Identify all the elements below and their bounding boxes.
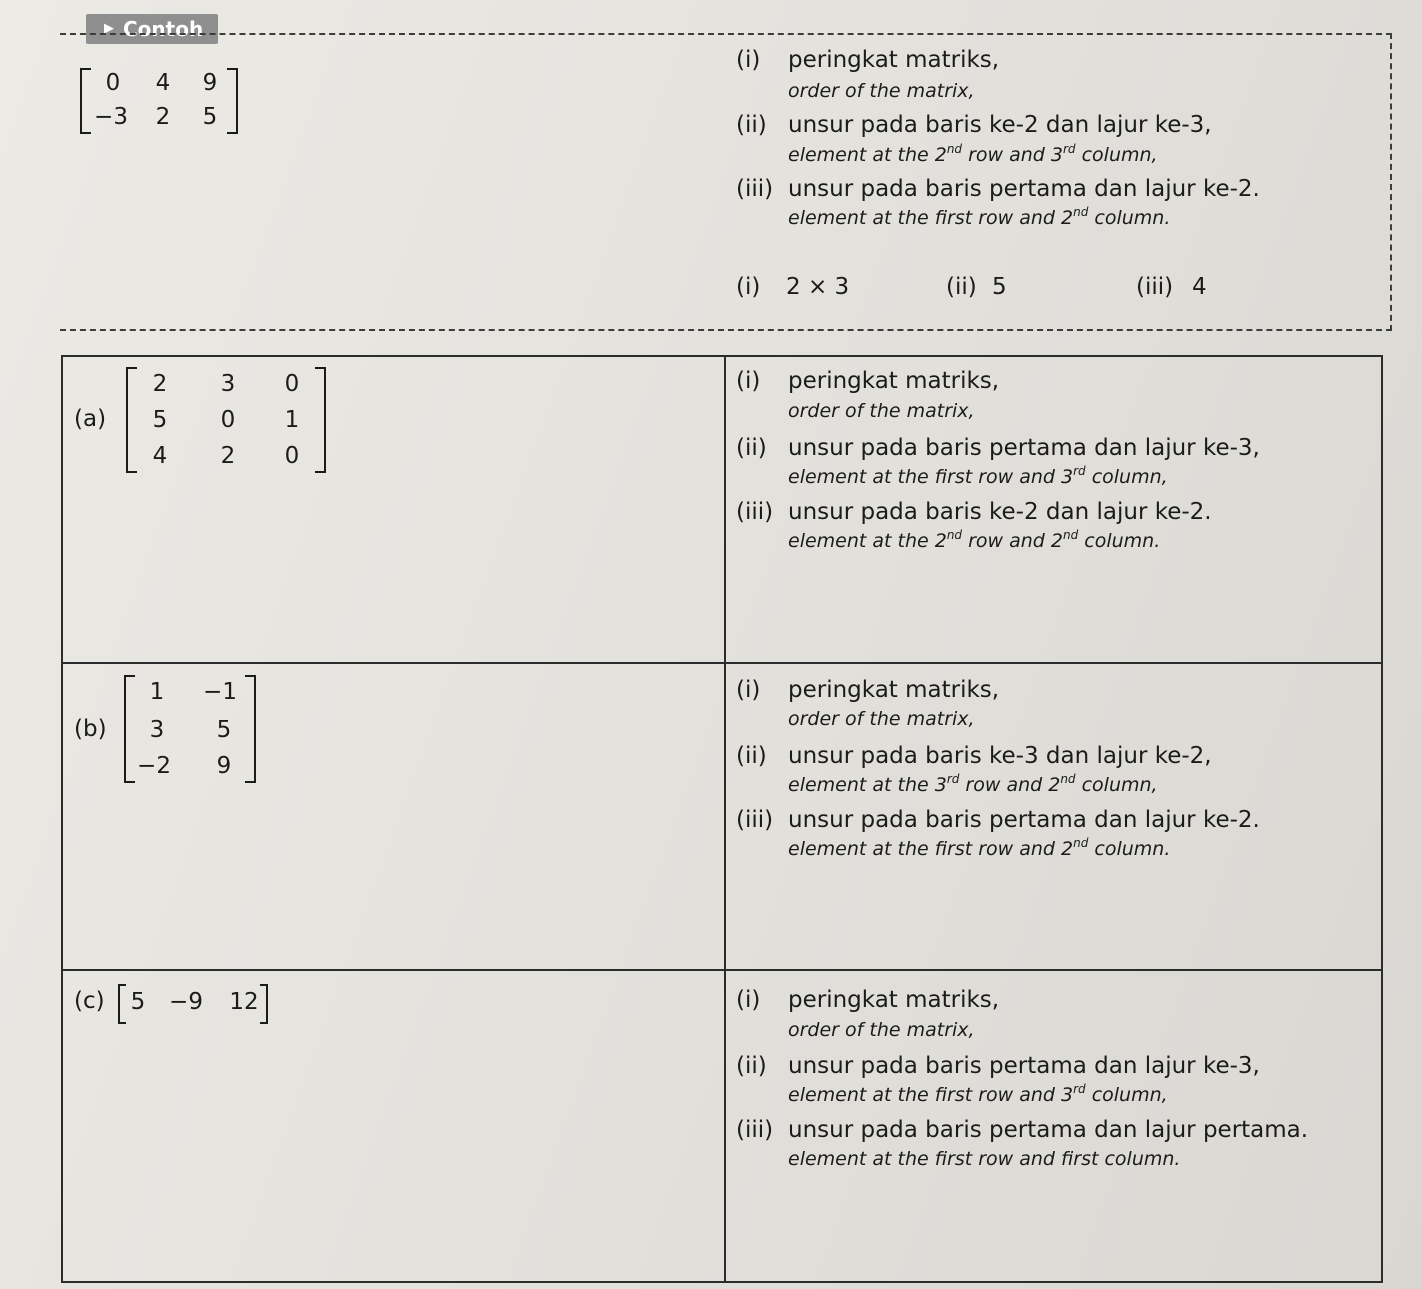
answer-number: (ii): [946, 274, 977, 300]
matrix-cell: 12: [229, 989, 259, 1015]
part-question-en: element at the 2nd row and 3rd column,: [788, 142, 1158, 166]
matrix-bracket-left: [126, 367, 137, 473]
part-question-ms: unsur pada baris ke-2 dan lajur ke-3,: [788, 112, 1212, 138]
part-question-en: element at the first row and first column.: [788, 1148, 1181, 1170]
matrix-cell: 3: [149, 717, 165, 743]
play-triangle-icon: ▶: [104, 21, 114, 36]
matrix-cell: −3: [94, 104, 128, 130]
part-question-ms: unsur pada baris ke-2 dan lajur ke-2.: [788, 499, 1212, 525]
part-question-ms: unsur pada baris ke-3 dan lajur ke-2,: [788, 743, 1212, 769]
question-b-matrix: [124, 675, 256, 783]
part-question-en: order of the matrix,: [788, 400, 975, 422]
matrix-cell: 4: [155, 70, 171, 96]
matrix-cell: 5: [216, 717, 232, 743]
matrix-cell: 5: [202, 104, 218, 130]
matrix-cell: 4: [152, 443, 168, 469]
question-a-matrix: [126, 367, 326, 473]
matrix-cell: 0: [220, 407, 236, 433]
part-number: (ii): [736, 1053, 767, 1079]
matrix-bracket-right: [245, 675, 256, 783]
matrix-cell: 9: [216, 753, 232, 779]
part-question-ms: peringkat matriks,: [788, 47, 1000, 73]
part-question-ms: unsur pada baris pertama dan lajur ke-2.: [788, 807, 1260, 833]
part-question-ms: unsur pada baris pertama dan lajur pertama.: [788, 1117, 1309, 1143]
part-question-en: element at the 3rd row and 2nd column,: [788, 772, 1158, 796]
part-number: (ii): [736, 743, 767, 769]
part-number: (i): [736, 677, 761, 703]
part-question-ms: peringkat matriks,: [788, 368, 1000, 394]
question-c-matrix: [118, 984, 268, 1024]
matrix-cell: 9: [202, 70, 218, 96]
answer-value: 4: [1192, 274, 1207, 300]
part-number: (iii): [736, 1117, 774, 1143]
matrix-cell: −1: [203, 679, 237, 705]
matrix-cell: −9: [169, 989, 203, 1015]
matrix-cell: 5: [152, 407, 168, 433]
part-question-ms: peringkat matriks,: [788, 677, 1000, 703]
matrix-cell: 1: [149, 679, 165, 705]
part-number: (i): [736, 368, 761, 394]
part-number: (i): [736, 987, 761, 1013]
matrix-bracket-right: [315, 367, 326, 473]
matrix-cell: 0: [284, 443, 300, 469]
part-question-en: order of the matrix,: [788, 1019, 975, 1041]
part-question-en: element at the first row and 3rd column,: [788, 1082, 1168, 1106]
answer-value: 2 × 3: [786, 274, 850, 300]
part-number: (ii): [736, 112, 767, 138]
matrix-cell: 0: [105, 70, 121, 96]
question-label: (b): [74, 716, 107, 742]
answer-value: 5: [992, 274, 1007, 300]
table-column-divider: [724, 355, 726, 1283]
part-question-en: element at the first row and 2nd column.: [788, 836, 1171, 860]
matrix-cell: 2: [152, 371, 168, 397]
example-matrix: [80, 68, 238, 134]
part-number: (iii): [736, 499, 774, 525]
example-tag-label: Contoh: [123, 17, 204, 41]
part-question-ms: peringkat matriks,: [788, 987, 1000, 1013]
part-number: (iii): [736, 807, 774, 833]
matrix-cell: 5: [130, 989, 146, 1015]
part-number: (i): [736, 47, 761, 73]
matrix-cell: 1: [284, 407, 300, 433]
part-question-en: order of the matrix,: [788, 708, 975, 730]
matrix-cell: 0: [284, 371, 300, 397]
part-number: (iii): [736, 176, 774, 202]
part-question-en: element at the first row and 2nd column.: [788, 205, 1171, 229]
matrix-cell: −2: [137, 753, 171, 779]
part-question-ms: unsur pada baris pertama dan lajur ke-2.: [788, 176, 1260, 202]
question-label: (c): [74, 988, 105, 1014]
part-question-en: element at the first row and 3rd column,: [788, 464, 1168, 488]
answer-number: (iii): [1136, 274, 1174, 300]
part-question-en: order of the matrix,: [788, 80, 975, 102]
matrix-cell: 3: [220, 371, 236, 397]
matrix-cell: 2: [220, 443, 236, 469]
answer-number: (i): [736, 274, 761, 300]
part-question-ms: unsur pada baris pertama dan lajur ke-3,: [788, 435, 1260, 461]
part-question-ms: unsur pada baris pertama dan lajur ke-3,: [788, 1053, 1260, 1079]
part-number: (ii): [736, 435, 767, 461]
part-question-en: element at the 2nd row and 2nd column.: [788, 528, 1161, 552]
table-row-divider: [61, 662, 1383, 664]
matrix-cell: 2: [155, 104, 171, 130]
table-row-divider: [61, 969, 1383, 971]
question-label: (a): [74, 406, 107, 432]
